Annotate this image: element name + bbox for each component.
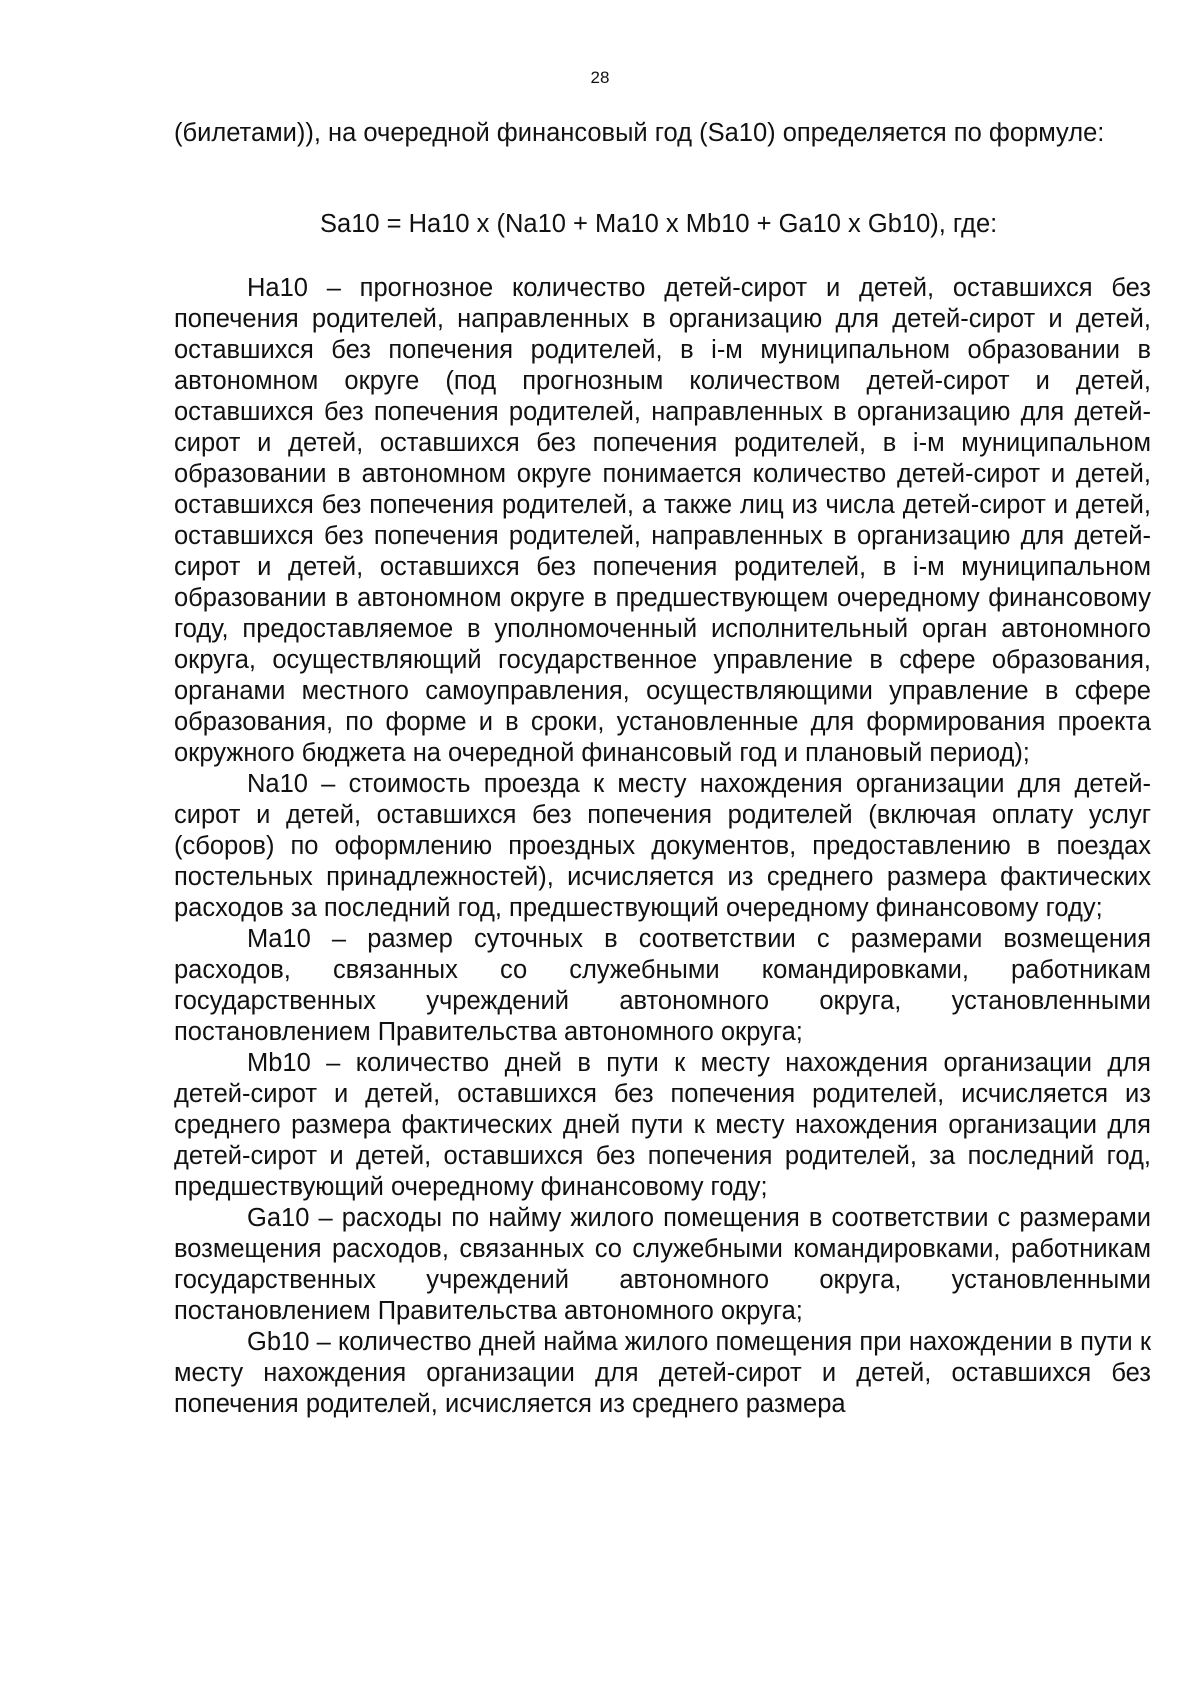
definition-ma10: Ma10 – размер суточных в соответствии с размерами возмещения расходов, связанных со служебными командировками, работникам государственных учреждений автономного округа, установленными постановлением Правительства автономного округа; — [174, 925, 1151, 1046]
document-body — [174, 118, 1151, 1420]
definition-ha10: Ha10 – прогнозное количество детей-сирот и детей, оставшихся без попечения родителей, направленных в организацию для детей-сирот и детей, оставшихся без попечения родителей, в i-м муниципальном образовании в автономном округе (под прогнозным количеством детей-сирот и детей, оставшихся без попечения родителей, направленных в организацию для детей-сирот и детей, оставшихся без попечения родителей, в i-м муниципальном образовании в автономном округе понимается количество детей-сирот и детей, оставшихся без попечения родителей, а также лиц из числа детей-сирот и детей, оставшихся без попечения родителей, направленных в организацию для детей-сирот и детей, оставшихся без попечения родителей, в i-м муниципальном образовании в автономном округе в предшествующем очередному финансовому году, предоставляемое в уполномоченный исполнительный орган автономного округа, осуществляющий государственное управление в сфере образования, органами местного самоуправления, осуществляющими управление в сфере образования, по форме и в сроки, установленные для формирования проекта окружного бюджета на очередной финансовый год и плановый период); — [174, 274, 1151, 767]
definition-gb10: Gb10 – количество дней найма жилого помещения при нахождении в пути к месту нахождения организации для детей-сирот и детей, оставшихся без попечения родителей, исчисляется из среднего размера — [174, 1328, 1151, 1418]
definition-ga10: Ga10 – расходы по найму жилого помещения в соответствии с размерами возмещения расходов, связанных со служебными командировками, работникам государственных учреждений автономного округа, установленными постановлением Правительства автономного округа; — [174, 1204, 1151, 1325]
formula: Sa10 = Ha10 x (Na10 + Ma10 x Mb10 + Ga10 x Gb10), где: — [320, 210, 998, 238]
page-number: 28 — [590, 68, 610, 87]
definition-mb10: Mb10 – количество дней в пути к месту нахождения организации для детей-сирот и детей, оставшихся без попечения родителей, исчисляется из среднего размера фактических дней пути к месту нахождения организации для детей-сирот и детей, оставшихся без попечения родителей, за последний год, предшествующий очередному финансовому году; — [174, 1049, 1151, 1201]
intro-paragraph: (билетами)), на очередной финансовый год (Sa10) определяется по формуле: — [174, 119, 1105, 147]
definition-na10: Na10 – стоимость проезда к месту нахождения организации для детей-сирот и детей, оставшихся без попечения родителей (включая оплату услуг (сборов) по оформлению проездных документов, предоставлению в поездах постельных принадлежностей), исчисляется из среднего размера фактических расходов за последний год, предшествующий очередному финансовому году; — [174, 770, 1151, 922]
